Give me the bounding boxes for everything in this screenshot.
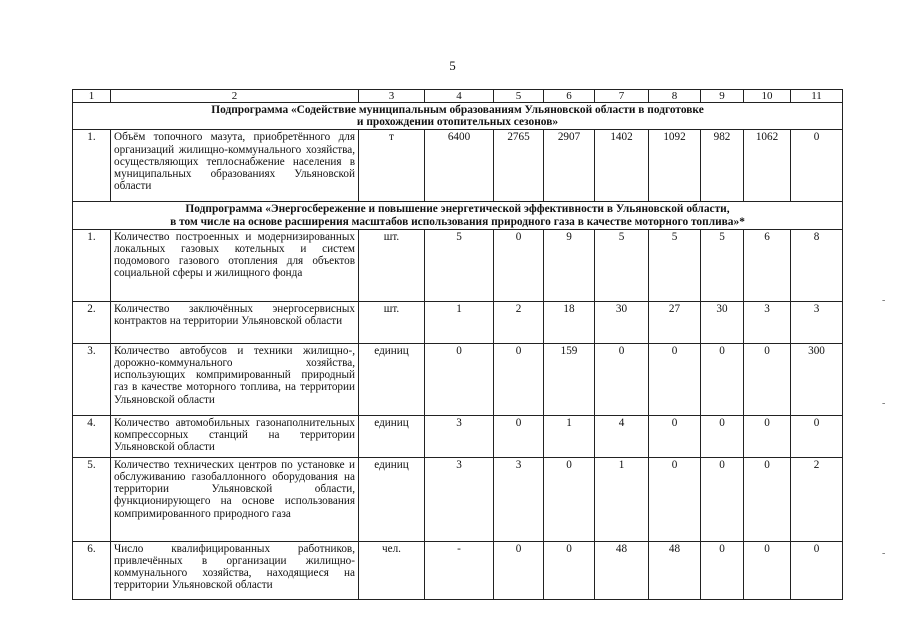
column-header: 5 xyxy=(494,90,544,103)
value-cell: 0 xyxy=(595,343,649,415)
section-title xyxy=(73,202,843,229)
column-header: 4 xyxy=(425,90,494,103)
value-cell: 1 xyxy=(425,301,494,343)
value-cell: 30 xyxy=(595,301,649,343)
value-cell: 18 xyxy=(544,301,595,343)
value-cell: 0 xyxy=(544,457,595,541)
unit-of-measure: чел. xyxy=(359,541,425,599)
value-cell: 3 xyxy=(791,301,843,343)
row-number: 4. xyxy=(73,415,111,457)
value-cell: 1092 xyxy=(649,130,701,202)
column-header: 3 xyxy=(359,90,425,103)
table-row xyxy=(73,301,843,343)
section-title-line: в том числе на основе расширения масштабов использования природного газа в качестве моторного топлива»* xyxy=(170,215,745,228)
table-body xyxy=(73,90,843,600)
value-cell: 0 xyxy=(791,541,843,599)
value-cell: 0 xyxy=(744,343,791,415)
column-header: 8 xyxy=(649,90,701,103)
unit-of-measure: шт. xyxy=(359,229,425,301)
row-number: 5. xyxy=(73,457,111,541)
table-row xyxy=(73,457,843,541)
header-row xyxy=(73,90,843,103)
value-cell: 0 xyxy=(494,415,544,457)
section-title xyxy=(73,103,843,130)
value-cell: 48 xyxy=(595,541,649,599)
value-cell: 0 xyxy=(791,130,843,202)
table-row xyxy=(73,343,843,415)
value-cell: 0 xyxy=(425,343,494,415)
table-row xyxy=(73,541,843,599)
value-cell: 0 xyxy=(701,415,744,457)
column-header: 6 xyxy=(544,90,595,103)
value-cell: 0 xyxy=(701,541,744,599)
indicator-description: Количество автомобильных газонаполнительных компрессорных станций на территории Ульяновской области xyxy=(111,415,359,457)
indicators-table xyxy=(72,89,843,600)
value-cell: 0 xyxy=(649,457,701,541)
unit-of-measure: единиц xyxy=(359,343,425,415)
column-header: 10 xyxy=(744,90,791,103)
value-cell: 300 xyxy=(791,343,843,415)
value-cell: 5 xyxy=(701,229,744,301)
row-number: 6. xyxy=(73,541,111,599)
value-cell: 0 xyxy=(744,541,791,599)
value-cell: 9 xyxy=(544,229,595,301)
value-cell: 6 xyxy=(744,229,791,301)
unit-of-measure: шт. xyxy=(359,301,425,343)
table-row xyxy=(73,415,843,457)
unit-of-measure: единиц xyxy=(359,457,425,541)
column-header: 2 xyxy=(111,90,359,103)
value-cell: - xyxy=(425,541,494,599)
value-cell: 3 xyxy=(425,457,494,541)
value-cell: 5 xyxy=(595,229,649,301)
value-cell: 5 xyxy=(425,229,494,301)
table-row xyxy=(73,229,843,301)
value-cell: 1 xyxy=(544,415,595,457)
page-number: 5 xyxy=(449,58,456,73)
value-cell: 2765 xyxy=(494,130,544,202)
section-title-line: Подпрограмма «Энергосбережение и повышение энергетической эффективности в Ульяновской области, xyxy=(185,203,730,216)
column-header: 7 xyxy=(595,90,649,103)
table-row xyxy=(73,130,843,202)
indicator-description: Количество автобусов и техники жилищно-, дорожно-коммунального хозяйства, использующих компримированный природный газ в качестве моторного топлива, на территории Ульяновской области xyxy=(111,343,359,415)
indicator-description: Количество технических центров по установке и обслуживанию газобаллонного оборудования на территории Ульяновской области, функционирующего на основе использования компримированного природного газа xyxy=(111,457,359,541)
value-cell: 0 xyxy=(701,343,744,415)
value-cell: 0 xyxy=(494,541,544,599)
scan-speck: - xyxy=(882,295,886,306)
value-cell: 2907 xyxy=(544,130,595,202)
value-cell: 159 xyxy=(544,343,595,415)
row-number: 1. xyxy=(73,229,111,301)
column-header: 11 xyxy=(791,90,843,103)
indicator-description: Количество построенных и модернизированных локальных газовых котельных и систем подомового газового отопления для объектов социальной сферы и жилищного фонда xyxy=(111,229,359,301)
value-cell: 5 xyxy=(649,229,701,301)
value-cell: 3 xyxy=(494,457,544,541)
row-number: 2. xyxy=(73,301,111,343)
value-cell: 48 xyxy=(649,541,701,599)
value-cell: 8 xyxy=(791,229,843,301)
column-header: 1 xyxy=(73,90,111,103)
section-title-line: и прохождении отопительных сезонов» xyxy=(356,116,559,129)
indicator-description: Количество заключённых энергосервисных контрактов на территории Ульяновской области xyxy=(111,301,359,343)
value-cell: 3 xyxy=(425,415,494,457)
value-cell: 0 xyxy=(494,229,544,301)
value-cell: 0 xyxy=(744,457,791,541)
value-cell: 0 xyxy=(791,415,843,457)
value-cell: 3 xyxy=(744,301,791,343)
unit-of-measure: единиц xyxy=(359,415,425,457)
value-cell: 1 xyxy=(595,457,649,541)
scan-speck: - xyxy=(882,398,886,409)
value-cell: 982 xyxy=(701,130,744,202)
value-cell: 27 xyxy=(649,301,701,343)
unit-of-measure: т xyxy=(359,130,425,202)
row-number: 1. xyxy=(73,130,111,202)
column-header: 9 xyxy=(701,90,744,103)
value-cell: 0 xyxy=(494,343,544,415)
value-cell: 1062 xyxy=(744,130,791,202)
section-header-row xyxy=(73,202,843,229)
value-cell: 0 xyxy=(649,415,701,457)
value-cell: 6400 xyxy=(425,130,494,202)
value-cell: 2 xyxy=(494,301,544,343)
value-cell: 0 xyxy=(744,415,791,457)
indicator-description: Число квалифицированных работников, привлечённых в организации жилищно-коммунального хозяйства, находящиеся на территории Ульяновской области xyxy=(111,541,359,599)
scan-speck: - xyxy=(882,548,886,559)
value-cell: 1402 xyxy=(595,130,649,202)
indicator-description: Объём топочного мазута, приобретённого для организаций жилищно-коммунального хозяйства, осуществляющих теплоснабжение населения в муниципальных образованиях Ульяновской области xyxy=(111,130,359,202)
section-title-line: Подпрограмма «Содействие муниципальным образованиям Ульяновской области в подготовке xyxy=(211,104,704,116)
value-cell: 0 xyxy=(649,343,701,415)
value-cell: 0 xyxy=(544,541,595,599)
value-cell: 30 xyxy=(701,301,744,343)
section-header-row xyxy=(73,103,843,130)
row-number: 3. xyxy=(73,343,111,415)
value-cell: 0 xyxy=(701,457,744,541)
value-cell: 2 xyxy=(791,457,843,541)
value-cell: 4 xyxy=(595,415,649,457)
